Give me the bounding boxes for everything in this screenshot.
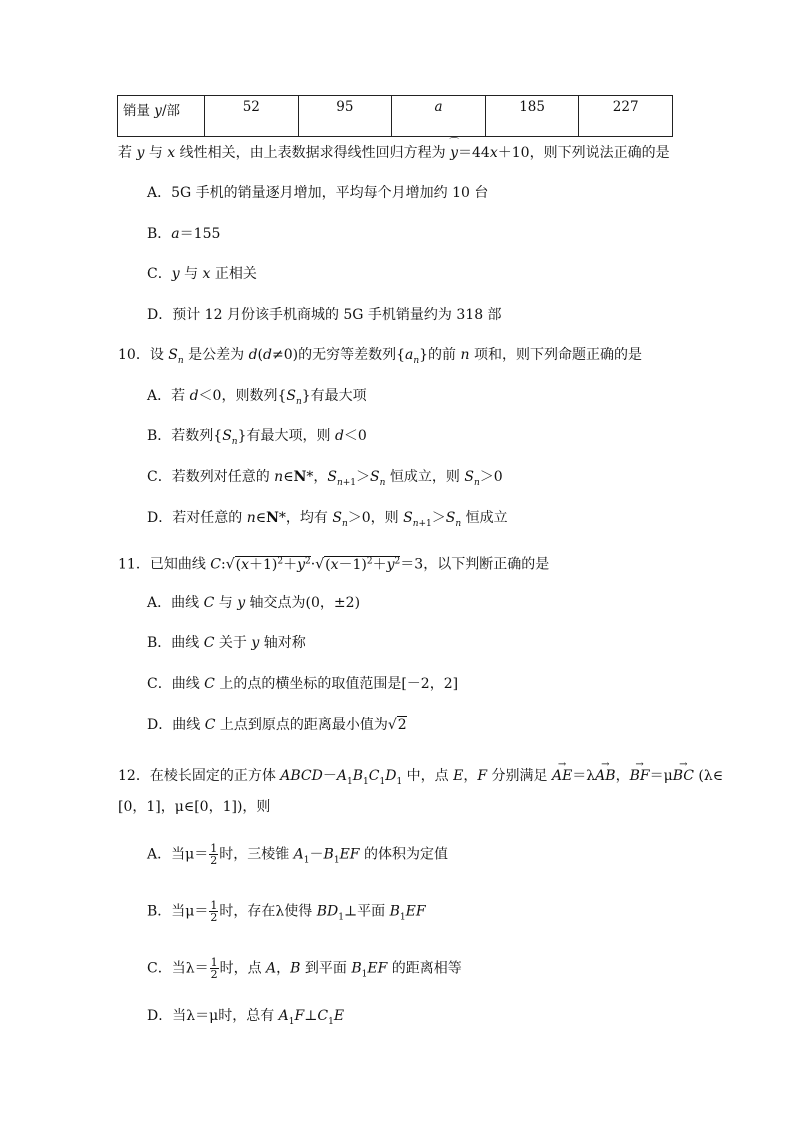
table-cell: 227 (579, 96, 673, 137)
q9-option-d: D．预计 12 月份该手机商城的 5G 手机销量约为 318 部 (147, 307, 502, 323)
sales-table (117, 95, 673, 137)
question-9-stem: 若 y 与 x 线性相关，由上表数据求得线性回归方程为 ⌒ y＝44x＋10，则下列说法正确的是 (118, 144, 670, 162)
question-12-stem-line1: 12．在棱长固定的正方体 $ABCD-A_1B_1C_1D_1$ 中，点 E，F 分别满足 → AE＝λ→ AB，→ BF＝μ→ BC (λ∈ (118, 767, 723, 791)
q10-option-d: D．若对任意的 n∈N*，均有 $S_n>0$，则 $S_{n+1}>S_n$ 恒成立 (147, 510, 508, 529)
q9-option-b: B．a＝155 (147, 226, 221, 242)
question-11-stem: 11．已知曲线 $C:√(x+1)^2+y^2\cdot√(x-1)^2+y^2=3$，以下判断正确的是 (118, 556, 550, 573)
q12-option-b: B．当μ＝ $\frac{1}{2}$ 时，存在λ使得 $BD_1\perp$平面 $B_1EF$ (147, 899, 426, 924)
q11-option-d: D．曲线 C 上点到原点的距离最小值为√2 (147, 717, 407, 733)
q11-option-b: B．曲线 C 关于 y 轴对称 (147, 635, 306, 651)
table-cell: 95 (298, 96, 392, 137)
table-cell: a (392, 96, 486, 137)
question-12-stem-line2: [0，1]，μ∈[0，1])，则 (118, 799, 271, 815)
q9-option-a: A．5G 手机的销量逐月增加，平均每个月增加约 10 台 (147, 185, 489, 201)
q9-option-c: C．y 与 x 正相关 (147, 266, 257, 282)
question-10-stem: 10．设 $S_n$ 是公差为 d(d≠0)的无穷等差数列$\{a_n\}$的前 n 项和，则下列命题正确的是 (118, 347, 642, 366)
q12-option-d: D．当λ＝μ时，总有 $A_1F\perp C_1E$ (147, 1008, 345, 1027)
q10-option-c: C．若数列对任意的 n∈N*，$S_{n+1}>S_n$ 恒成立，则 $S_n>0$ (147, 469, 503, 488)
q10-option-b: B．若数列$\{S_n\}$有最大项，则 d＜0 (147, 428, 367, 447)
q10-option-a: A．若 d＜0，则数列$\{S_n\}$有最大项 (147, 388, 367, 407)
q12-option-a: A．当μ＝ $\frac{1}{2}$ 时，三棱锥 $A_1-B_1EF$ 的体积为定值 (147, 842, 448, 867)
table-row (118, 96, 673, 137)
q11-option-a: A．曲线 C 与 y 轴交点为(0，±2) (147, 595, 361, 611)
q11-option-c: C．曲线 C 上的点的横坐标的取值范围是[－2，2] (147, 676, 459, 692)
table-cell: 185 (485, 96, 579, 137)
table-cell: 52 (205, 96, 299, 137)
table-row-header: 销量 y/部 (118, 96, 205, 137)
q12-option-c: C．当λ＝ $\frac{1}{2}$ 时，点 A，B 到平面 $B_1EF$ 的距离相等 (147, 956, 462, 981)
